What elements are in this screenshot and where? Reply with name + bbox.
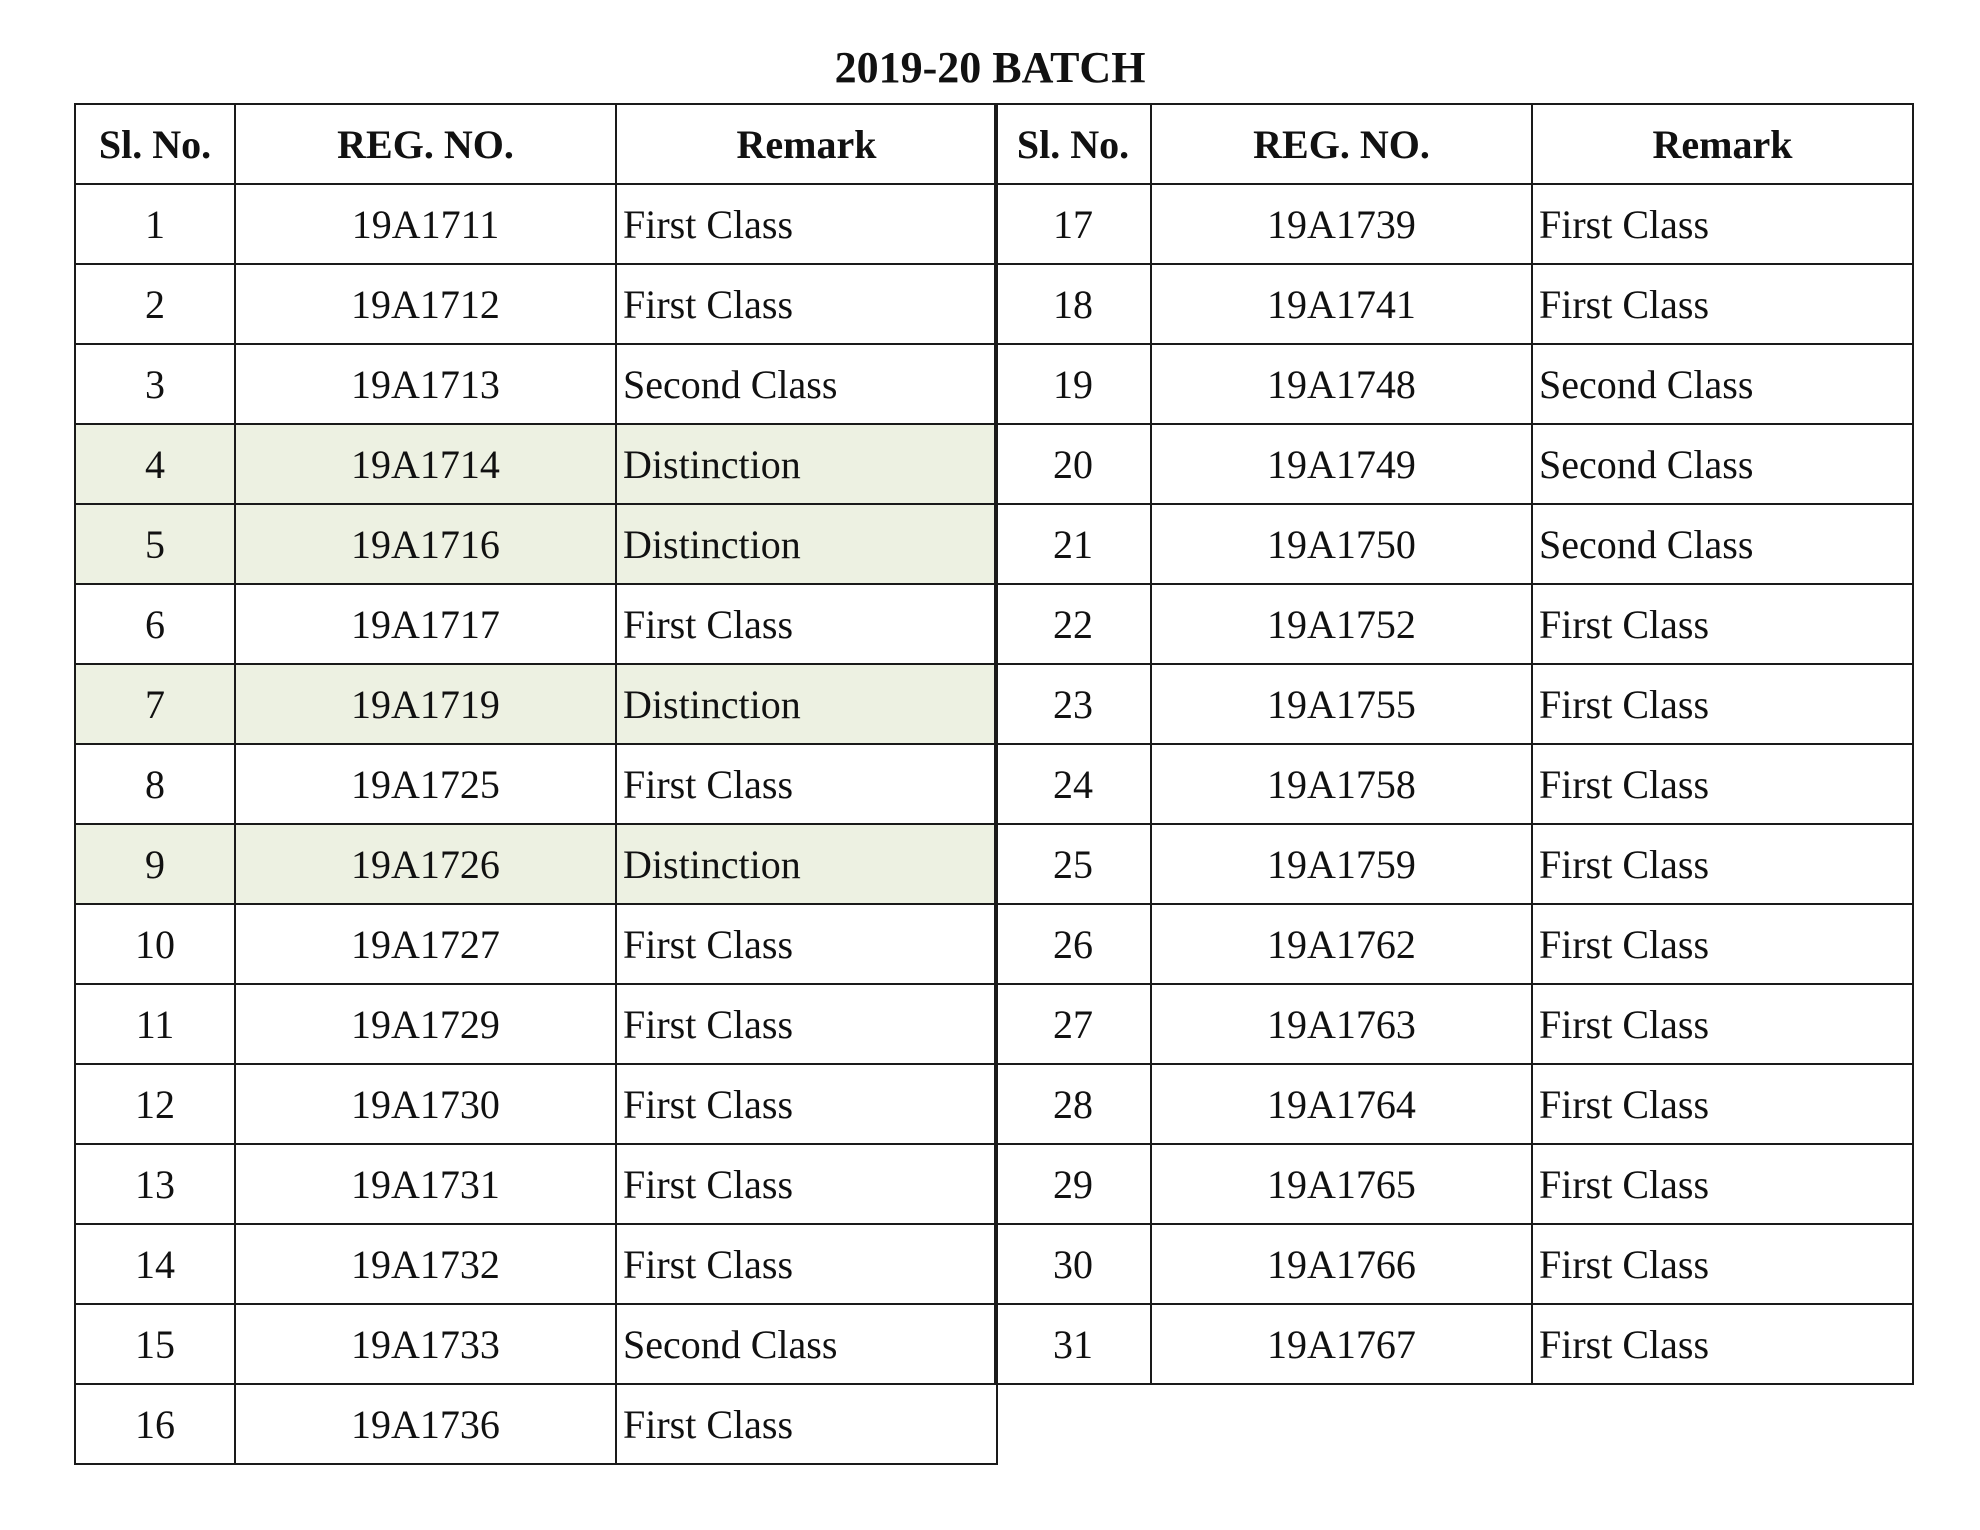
results-table-right bbox=[994, 103, 1914, 1385]
cell-sl-no: 8 bbox=[75, 744, 235, 824]
cell-reg-no: 19A1758 bbox=[1151, 744, 1532, 824]
table-row bbox=[75, 664, 997, 744]
table-row bbox=[995, 984, 1913, 1064]
cell-remark: First Class bbox=[616, 1144, 997, 1224]
cell-remark: First Class bbox=[1532, 744, 1913, 824]
table-row bbox=[75, 344, 997, 424]
cell-sl-no: 4 bbox=[75, 424, 235, 504]
cell-reg-no: 19A1755 bbox=[1151, 664, 1532, 744]
table-row bbox=[75, 744, 997, 824]
cell-remark: Second Class bbox=[1532, 344, 1913, 424]
cell-remark: First Class bbox=[616, 984, 997, 1064]
table-row bbox=[75, 584, 997, 664]
table-row bbox=[75, 1224, 997, 1304]
cell-sl-no: 9 bbox=[75, 824, 235, 904]
cell-remark: Second Class bbox=[616, 1304, 997, 1384]
table-row bbox=[75, 984, 997, 1064]
cell-remark: First Class bbox=[1532, 184, 1913, 264]
cell-reg-no: 19A1729 bbox=[235, 984, 616, 1064]
cell-remark: First Class bbox=[1532, 1304, 1913, 1384]
cell-sl-no: 30 bbox=[995, 1224, 1151, 1304]
header-sl-no: Sl. No. bbox=[995, 104, 1151, 184]
cell-reg-no: 19A1730 bbox=[235, 1064, 616, 1144]
cell-reg-no: 19A1719 bbox=[235, 664, 616, 744]
table-row bbox=[995, 1064, 1913, 1144]
cell-sl-no: 12 bbox=[75, 1064, 235, 1144]
page-title: 2019-20 BATCH bbox=[834, 43, 1146, 92]
cell-sl-no: 18 bbox=[995, 264, 1151, 344]
cell-sl-no: 29 bbox=[995, 1144, 1151, 1224]
cell-sl-no: 7 bbox=[75, 664, 235, 744]
table-header-row bbox=[995, 104, 1913, 184]
table-header-row bbox=[75, 104, 997, 184]
cell-remark: First Class bbox=[1532, 984, 1913, 1064]
cell-sl-no: 31 bbox=[995, 1304, 1151, 1384]
cell-sl-no: 2 bbox=[75, 264, 235, 344]
header-remark: Remark bbox=[616, 104, 997, 184]
table-row bbox=[75, 1384, 997, 1464]
header-reg-no: REG. NO. bbox=[1151, 104, 1532, 184]
table-row bbox=[995, 424, 1913, 504]
cell-reg-no: 19A1766 bbox=[1151, 1224, 1532, 1304]
cell-reg-no: 19A1714 bbox=[235, 424, 616, 504]
cell-sl-no: 16 bbox=[75, 1384, 235, 1464]
cell-sl-no: 6 bbox=[75, 584, 235, 664]
cell-sl-no: 10 bbox=[75, 904, 235, 984]
cell-remark: First Class bbox=[1532, 664, 1913, 744]
table-row bbox=[995, 824, 1913, 904]
results-table-left bbox=[74, 103, 998, 1465]
table-row bbox=[75, 424, 997, 504]
cell-reg-no: 19A1713 bbox=[235, 344, 616, 424]
cell-remark: First Class bbox=[1532, 1064, 1913, 1144]
cell-remark: First Class bbox=[1532, 584, 1913, 664]
cell-sl-no: 22 bbox=[995, 584, 1151, 664]
cell-remark: Second Class bbox=[1532, 504, 1913, 584]
cell-sl-no: 24 bbox=[995, 744, 1151, 824]
cell-reg-no: 19A1752 bbox=[1151, 584, 1532, 664]
cell-remark: First Class bbox=[1532, 824, 1913, 904]
cell-sl-no: 17 bbox=[995, 184, 1151, 264]
table-row bbox=[75, 904, 997, 984]
cell-reg-no: 19A1749 bbox=[1151, 424, 1532, 504]
cell-remark: First Class bbox=[616, 744, 997, 824]
cell-reg-no: 19A1759 bbox=[1151, 824, 1532, 904]
cell-remark: Second Class bbox=[1532, 424, 1913, 504]
cell-remark: First Class bbox=[1532, 1144, 1913, 1224]
cell-reg-no: 19A1765 bbox=[1151, 1144, 1532, 1224]
cell-remark: Distinction bbox=[616, 504, 997, 584]
header-sl-no: Sl. No. bbox=[75, 104, 235, 184]
cell-sl-no: 15 bbox=[75, 1304, 235, 1384]
cell-remark: First Class bbox=[1532, 1224, 1913, 1304]
table-row bbox=[995, 184, 1913, 264]
cell-sl-no: 23 bbox=[995, 664, 1151, 744]
cell-sl-no: 26 bbox=[995, 904, 1151, 984]
cell-sl-no: 3 bbox=[75, 344, 235, 424]
cell-reg-no: 19A1712 bbox=[235, 264, 616, 344]
cell-remark: First Class bbox=[616, 1064, 997, 1144]
table-row bbox=[995, 664, 1913, 744]
table-row bbox=[75, 824, 997, 904]
table-row bbox=[75, 1064, 997, 1144]
cell-reg-no: 19A1727 bbox=[235, 904, 616, 984]
cell-sl-no: 21 bbox=[995, 504, 1151, 584]
header-remark: Remark bbox=[1532, 104, 1913, 184]
cell-reg-no: 19A1716 bbox=[235, 504, 616, 584]
table-row bbox=[995, 344, 1913, 424]
cell-sl-no: 11 bbox=[75, 984, 235, 1064]
cell-remark: First Class bbox=[616, 264, 997, 344]
cell-sl-no: 5 bbox=[75, 504, 235, 584]
cell-reg-no: 19A1750 bbox=[1151, 504, 1532, 584]
cell-sl-no: 19 bbox=[995, 344, 1151, 424]
cell-reg-no: 19A1739 bbox=[1151, 184, 1532, 264]
cell-sl-no: 28 bbox=[995, 1064, 1151, 1144]
cell-reg-no: 19A1731 bbox=[235, 1144, 616, 1224]
table-row bbox=[75, 264, 997, 344]
cell-reg-no: 19A1725 bbox=[235, 744, 616, 824]
table-row bbox=[995, 584, 1913, 664]
cell-remark: First Class bbox=[616, 584, 997, 664]
cell-sl-no: 1 bbox=[75, 184, 235, 264]
cell-remark: First Class bbox=[1532, 904, 1913, 984]
cell-sl-no: 14 bbox=[75, 1224, 235, 1304]
cell-remark: Second Class bbox=[616, 344, 997, 424]
cell-reg-no: 19A1767 bbox=[1151, 1304, 1532, 1384]
header-reg-no: REG. NO. bbox=[235, 104, 616, 184]
table-row bbox=[75, 184, 997, 264]
cell-sl-no: 27 bbox=[995, 984, 1151, 1064]
cell-reg-no: 19A1736 bbox=[235, 1384, 616, 1464]
cell-reg-no: 19A1741 bbox=[1151, 264, 1532, 344]
table-row bbox=[995, 904, 1913, 984]
table-row bbox=[995, 264, 1913, 344]
cell-reg-no: 19A1717 bbox=[235, 584, 616, 664]
cell-reg-no: 19A1748 bbox=[1151, 344, 1532, 424]
cell-remark: Distinction bbox=[616, 664, 997, 744]
table-row bbox=[995, 1224, 1913, 1304]
cell-reg-no: 19A1764 bbox=[1151, 1064, 1532, 1144]
table-row bbox=[75, 1304, 997, 1384]
cell-remark: Distinction bbox=[616, 424, 997, 504]
table-row bbox=[995, 1304, 1913, 1384]
cell-reg-no: 19A1726 bbox=[235, 824, 616, 904]
cell-reg-no: 19A1733 bbox=[235, 1304, 616, 1384]
cell-remark: First Class bbox=[616, 184, 997, 264]
table-row bbox=[995, 504, 1913, 584]
cell-sl-no: 13 bbox=[75, 1144, 235, 1224]
table-row bbox=[75, 1144, 997, 1224]
cell-sl-no: 25 bbox=[995, 824, 1151, 904]
table-row bbox=[75, 504, 997, 584]
cell-reg-no: 19A1762 bbox=[1151, 904, 1532, 984]
cell-reg-no: 19A1732 bbox=[235, 1224, 616, 1304]
cell-reg-no: 19A1711 bbox=[235, 184, 616, 264]
cell-sl-no: 20 bbox=[995, 424, 1151, 504]
cell-remark: First Class bbox=[1532, 264, 1913, 344]
table-row bbox=[995, 744, 1913, 824]
cell-remark: Distinction bbox=[616, 824, 997, 904]
cell-reg-no: 19A1763 bbox=[1151, 984, 1532, 1064]
cell-remark: First Class bbox=[616, 1384, 997, 1464]
cell-remark: First Class bbox=[616, 904, 997, 984]
table-row bbox=[995, 1144, 1913, 1224]
cell-remark: First Class bbox=[616, 1224, 997, 1304]
